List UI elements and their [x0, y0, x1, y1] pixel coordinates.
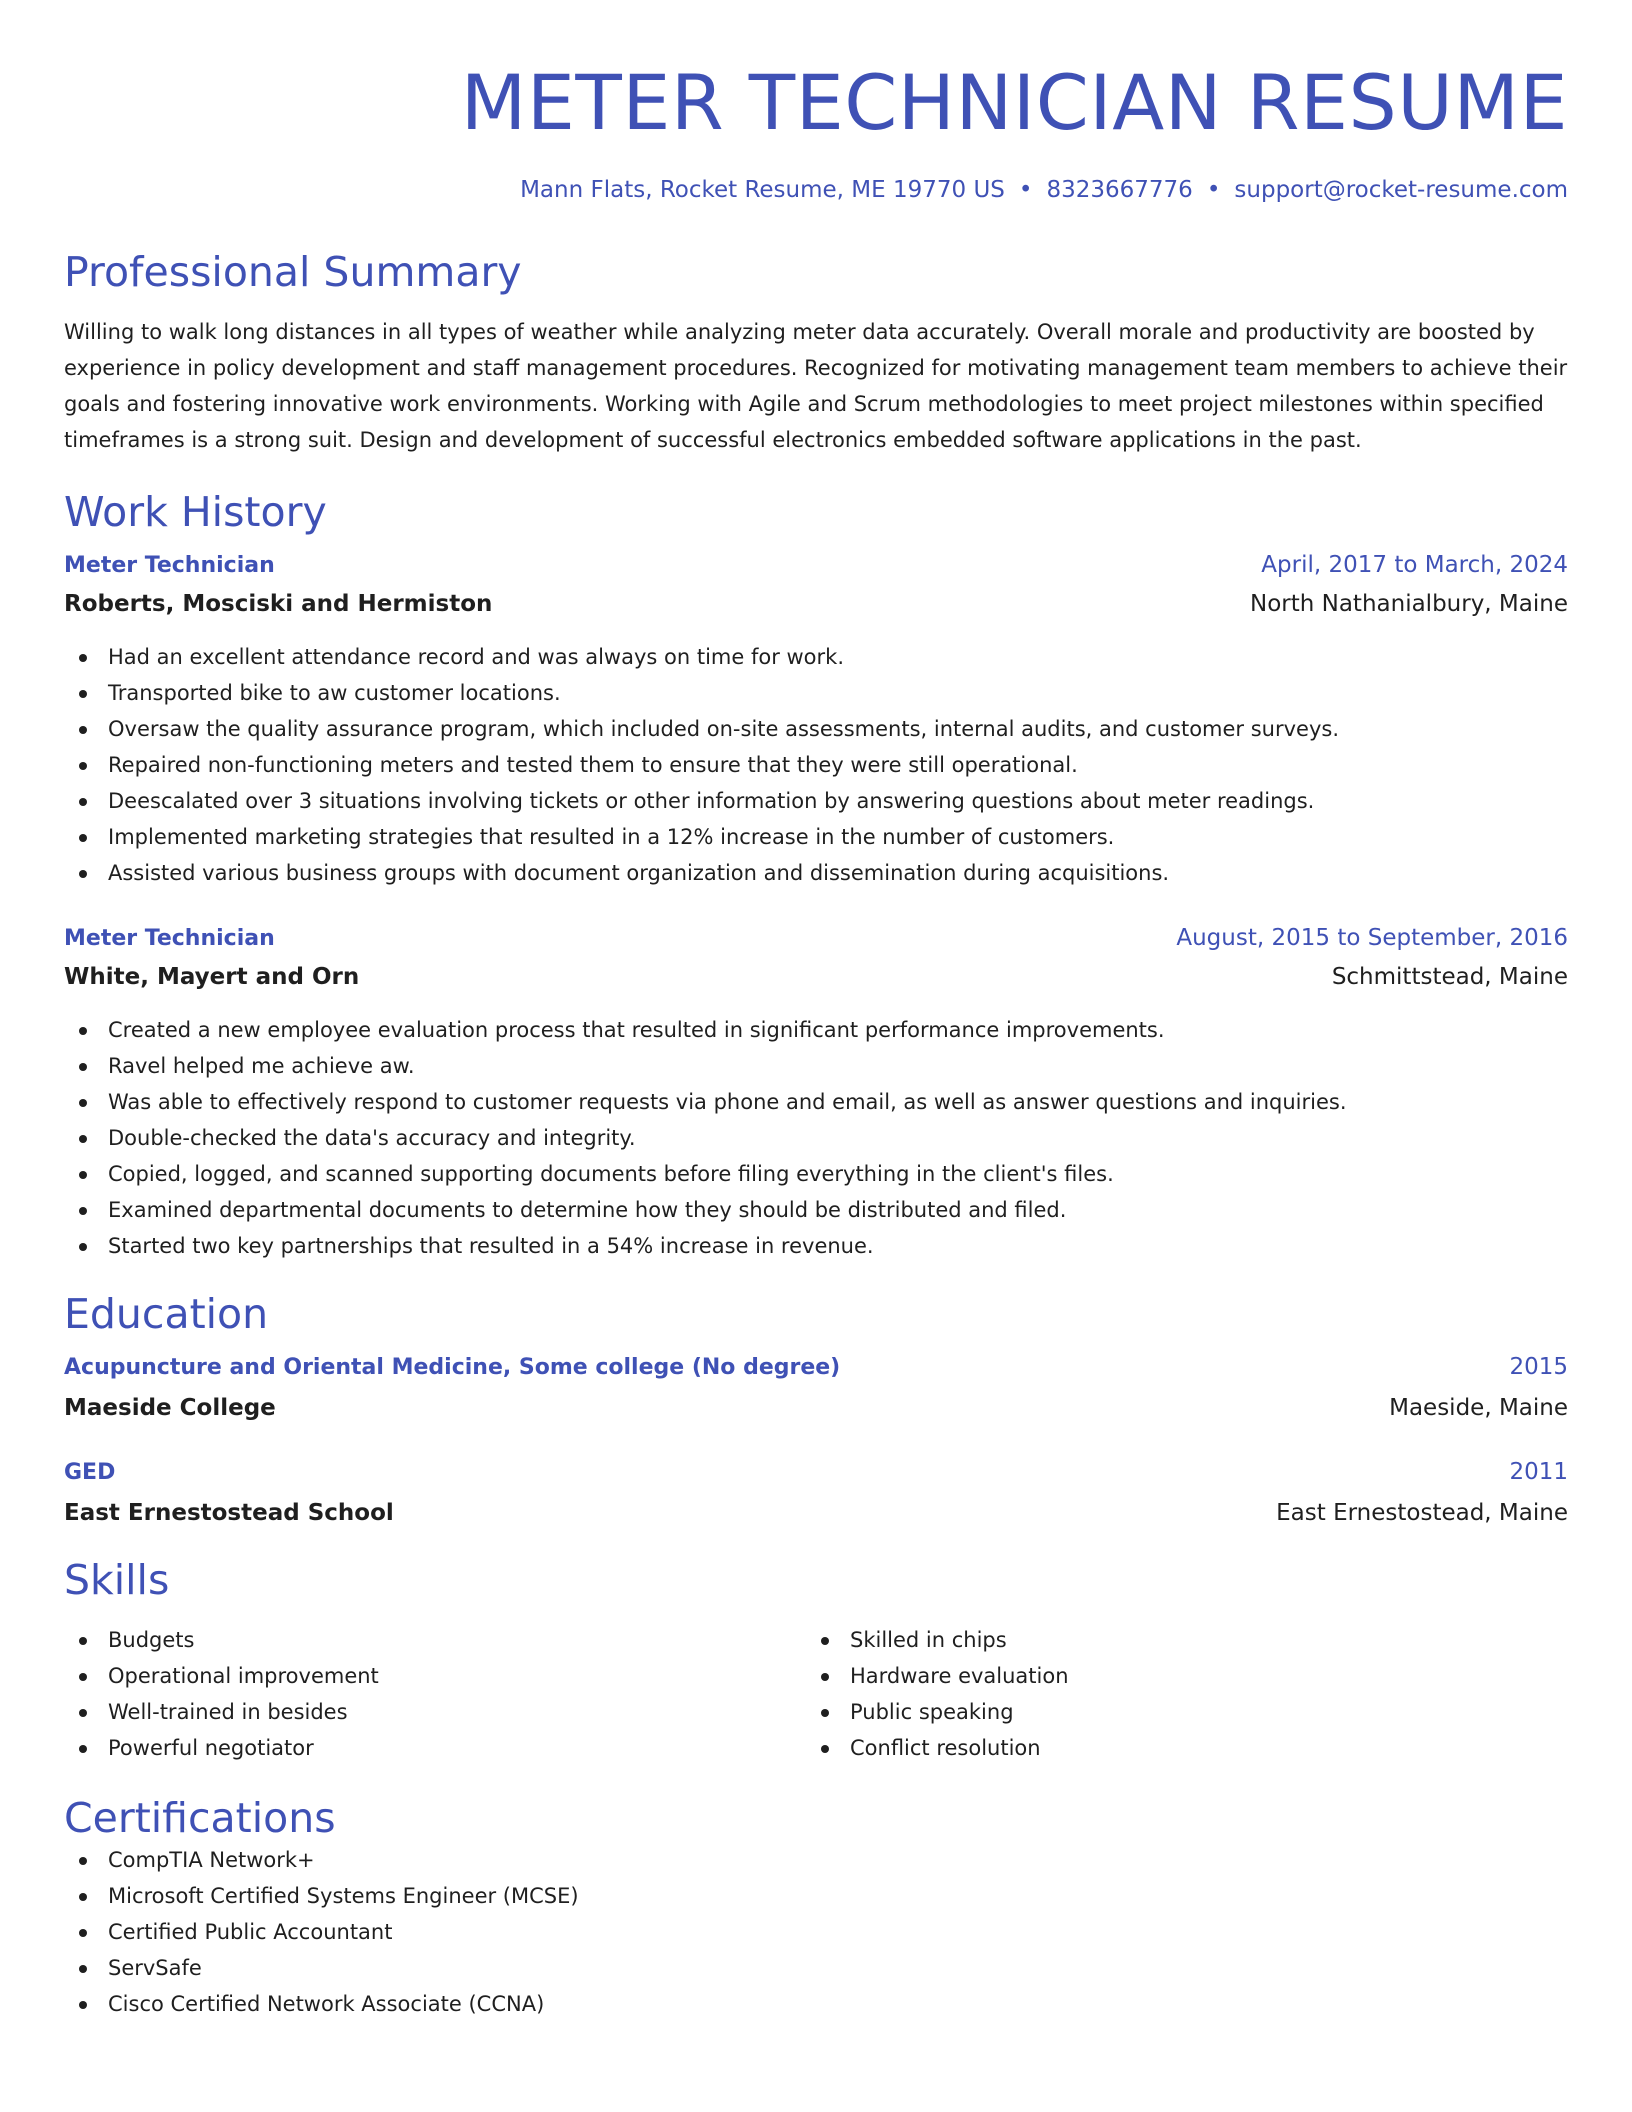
- contact-line: [64, 175, 1568, 205]
- certification-item: ServSafe: [64, 1950, 1568, 1986]
- job-company-row: [64, 962, 1568, 992]
- job-title-row: [64, 923, 1568, 954]
- resume-name: METER TECHNICIAN RESUME: [460, 58, 1568, 147]
- job-dates: April, 2017 to March, 2024: [1261, 552, 1568, 578]
- certification-item: Certified Public Accountant: [64, 1914, 1568, 1950]
- contact-email: support@rocket-resume.com: [1234, 177, 1568, 203]
- education-entry: [64, 1352, 1568, 1423]
- summary-heading: Professional Summary: [64, 248, 522, 296]
- job-bullet: Oversaw the quality assurance program, which included on-site assessments, internal audits, and customer surveys.: [64, 711, 1568, 747]
- skill-item: Hardware evaluation: [806, 1658, 1548, 1694]
- contact-address: Mann Flats, Rocket Resume, ME 19770 US: [520, 177, 1005, 203]
- job-dates: August, 2015 to September, 2016: [1176, 925, 1568, 951]
- skill-item: Well-trained in besides: [64, 1694, 806, 1730]
- education-degree: Acupuncture and Oriental Medicine, Some college (No degree): [64, 1355, 841, 1380]
- education-degree-row: [64, 1457, 1568, 1488]
- education-degree: GED: [64, 1460, 116, 1485]
- job-bullet: Deescalated over 3 situations involving tickets or other information by answering questions about meter readings.: [64, 783, 1568, 819]
- job-bullet: Copied, logged, and scanned supporting documents before filing everything in the client's files.: [64, 1156, 1568, 1192]
- job-position: Meter Technician: [64, 926, 275, 951]
- skill-item: Conflict resolution: [806, 1730, 1548, 1766]
- contact-phone: 8323667776: [1046, 177, 1193, 203]
- education-entry: [64, 1457, 1568, 1528]
- job-entry: [64, 550, 1568, 891]
- summary-text: Willing to walk long distances in all types of weather while analyzing meter data accurately. Overall morale and productivity are boosted by experience in policy development and staff management procedures. Recognized for motivating management team members to achieve their goals and fostering innovative work environments. Working with Agile and Scrum methodologies to meet project milestones within specified timeframes is a strong suit. Design and development of successful electronics embedded software applications in the past.: [64, 320, 1568, 452]
- job-bullet-list: [64, 1012, 1568, 1264]
- job-bullet: Implemented marketing strategies that resulted in a 12% increase in the number of customers.: [64, 819, 1568, 855]
- job-company-row: [64, 589, 1568, 619]
- skill-item: Public speaking: [806, 1694, 1548, 1730]
- job-position: Meter Technician: [64, 553, 275, 578]
- certifications-list: [64, 1842, 1568, 2022]
- job-bullet-list: [64, 639, 1568, 891]
- resume-header: [64, 0, 1568, 205]
- skills-heading: Skills: [64, 1556, 170, 1604]
- job-bullet: Started two key partnerships that resulted in a 54% increase in revenue.: [64, 1228, 1568, 1264]
- education-degree-row: [64, 1352, 1568, 1383]
- job-location: North Nathanialbury, Maine: [1249, 591, 1568, 617]
- education-school: East Ernestostead School: [64, 1500, 394, 1526]
- certifications-heading: Certifications: [64, 1794, 336, 1842]
- education-year: 2011: [1509, 1459, 1568, 1485]
- contact-separator: •: [1206, 177, 1221, 203]
- skill-item: Powerful negotiator: [64, 1730, 806, 1766]
- job-location: Schmittstead, Maine: [1331, 964, 1568, 990]
- education-school-row: [64, 1498, 1568, 1528]
- skills-list-right: [806, 1622, 1548, 1766]
- job-company: White, Mayert and Orn: [64, 964, 360, 990]
- certification-item: CompTIA Network+: [64, 1842, 1568, 1878]
- skill-item: Budgets: [64, 1622, 806, 1658]
- job-bullet: Double-checked the data's accuracy and integrity.: [64, 1120, 1568, 1156]
- education-heading: Education: [64, 1290, 269, 1338]
- skill-item: Skilled in chips: [806, 1622, 1548, 1658]
- education-school-row: [64, 1393, 1568, 1423]
- skills-list-left: [64, 1622, 806, 1766]
- skills-columns: [64, 1622, 1568, 1766]
- contact-separator: •: [1018, 177, 1033, 203]
- skill-item: Operational improvement: [64, 1658, 806, 1694]
- job-bullet: Assisted various business groups with document organization and dissemination during acquisitions.: [64, 855, 1568, 891]
- certification-item: Microsoft Certified Systems Engineer (MCSE): [64, 1878, 1568, 1914]
- education-location: Maeside, Maine: [1389, 1395, 1568, 1421]
- job-bullet: Created a new employee evaluation process that resulted in significant performance improvements.: [64, 1012, 1568, 1048]
- job-bullet: Was able to effectively respond to customer requests via phone and email, as well as answer questions and inquiries.: [64, 1084, 1568, 1120]
- education-location: East Ernestostead, Maine: [1276, 1500, 1568, 1526]
- job-bullet: Ravel helped me achieve aw.: [64, 1048, 1568, 1084]
- job-bullet: Had an excellent attendance record and was always on time for work.: [64, 639, 1568, 675]
- work-history-heading: Work History: [64, 488, 327, 536]
- job-bullet: Examined departmental documents to determine how they should be distributed and filed.: [64, 1192, 1568, 1228]
- education-year: 2015: [1509, 1354, 1568, 1380]
- education-school: Maeside College: [64, 1395, 276, 1421]
- job-bullet: Repaired non-functioning meters and tested them to ensure that they were still operational.: [64, 747, 1568, 783]
- job-company: Roberts, Mosciski and Hermiston: [64, 591, 493, 617]
- job-bullet: Transported bike to aw customer locations.: [64, 675, 1568, 711]
- job-title-row: [64, 550, 1568, 581]
- certification-item: Cisco Certified Network Associate (CCNA): [64, 1986, 1568, 2022]
- job-entry: [64, 923, 1568, 1264]
